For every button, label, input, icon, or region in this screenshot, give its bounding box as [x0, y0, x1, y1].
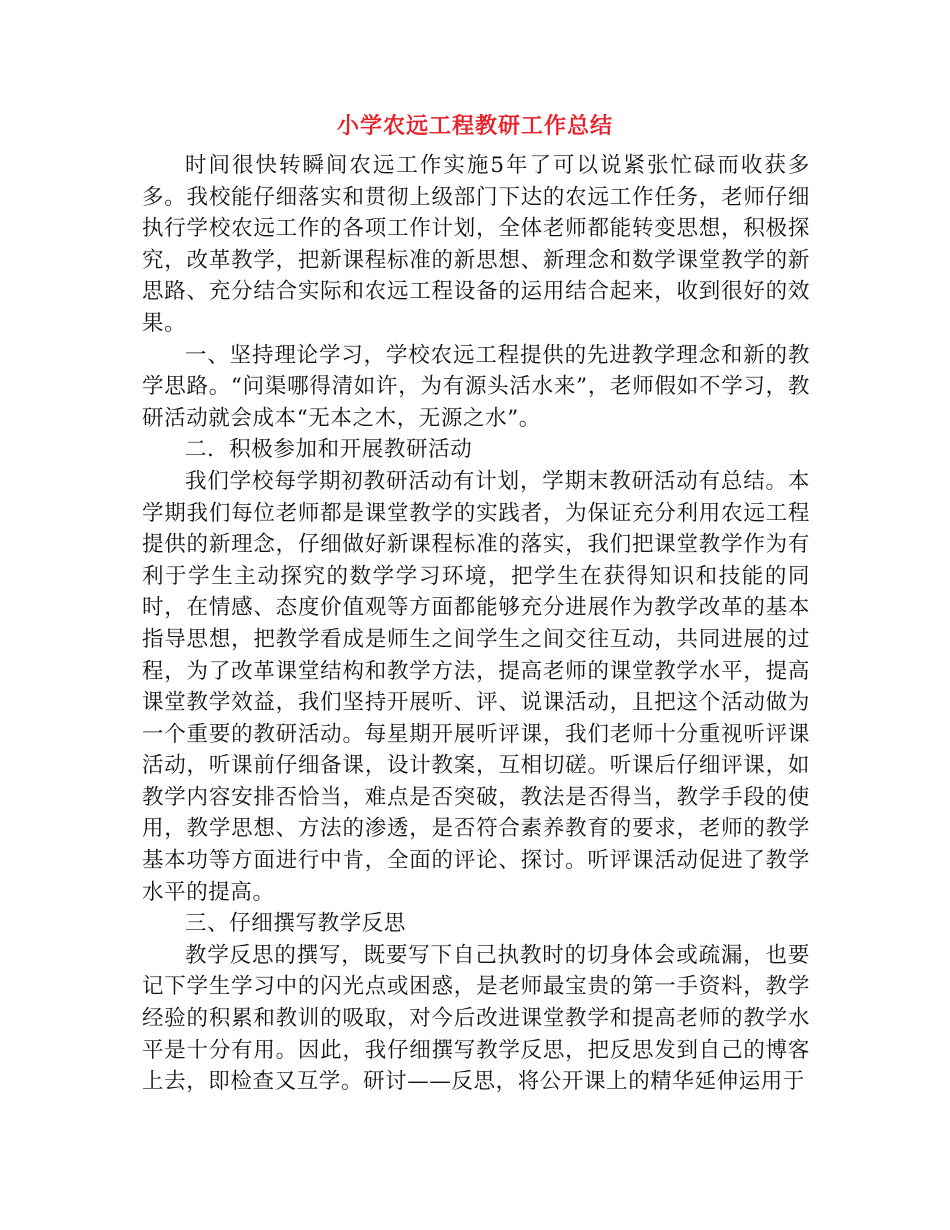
paragraph-section-3-body: 教学反思的撰写，既要写下自己执教时的切身体会或疏漏，也要记下学生学习中的闪光点或困惑，是老师最宝贵的第一手资料，教学经验的积累和教训的吸取，对今后改进课堂教学和提高老师的教学水平是十分有用。因此，我仔细撰写教学反思，把反思发到自己的博客上去，即检查又互学。研讨——反思，将公开课上的精华延伸运用于 [142, 942, 810, 1095]
paragraph-section-2-body: 我们学校每学期初教研活动有计划，学期末教研活动有总结。本学期我们每位老师都是课堂教学的实践者，为保证充分利用农远工程提供的新理念，仔细做好新课程标准的落实，我们把课堂教学作为有利于学生主动探究的数学学习环境，把学生在获得知识和技能的同时，在情感、态度价值观等方面都能够充分进展作为教学改革的基本指导思想，把教学看成是师生之间学生之间交往互动，共同进展的过程，为了改革课堂结构和教学方法，提高老师的课堂教学水平，提高课堂教学效益，我们坚持开展听、评、说课活动，且把这个活动做为一个重要的教研活动。每星期开展听评课，我们老师十分重视听评课活动，听课前仔细备课，设计教案，互相切磋。听课后仔细评课，如教学内容安排否恰当，难点是否突破，教法是否得当，教学手段的使用，教学思想、方法的渗透，是否符合素养教育的要求，老师的教学基本功等方面进行中肯，全面的评论、探讨。听评课活动促进了教学水平的提高。 [142, 468, 810, 905]
document-title: 小学农远工程教研工作总结 [336, 113, 613, 139]
paragraph-intro: 时间很快转瞬间农远工作实施5年了可以说紧张忙碌而收获多多。我校能仔细落实和贯彻上级部门下达的农远工作任务，老师仔细执行学校农远工作的各项工作计划，全体老师都能转变思想，积极探究，改革教学，把新课程标准的新思想、新理念和数学课堂教学的新思路、充分结合实际和农远工程设备的运用结合起来，收到很好的效果。 [142, 153, 810, 336]
document-body [142, 150, 810, 1098]
paragraph-section-1: 一、坚持理论学习，学校农远工程提供的先进教学理念和新的教学思路。“问渠哪得清如许，为有源头活水来”，老师假如不学习，教研活动就会成本“无本之木，无源之水”。 [142, 342, 810, 431]
section-heading-3: 三、仔细撰写教学反思 [185, 911, 407, 937]
section-heading-2: 二．积极参加和开展教研活动 [185, 437, 473, 463]
